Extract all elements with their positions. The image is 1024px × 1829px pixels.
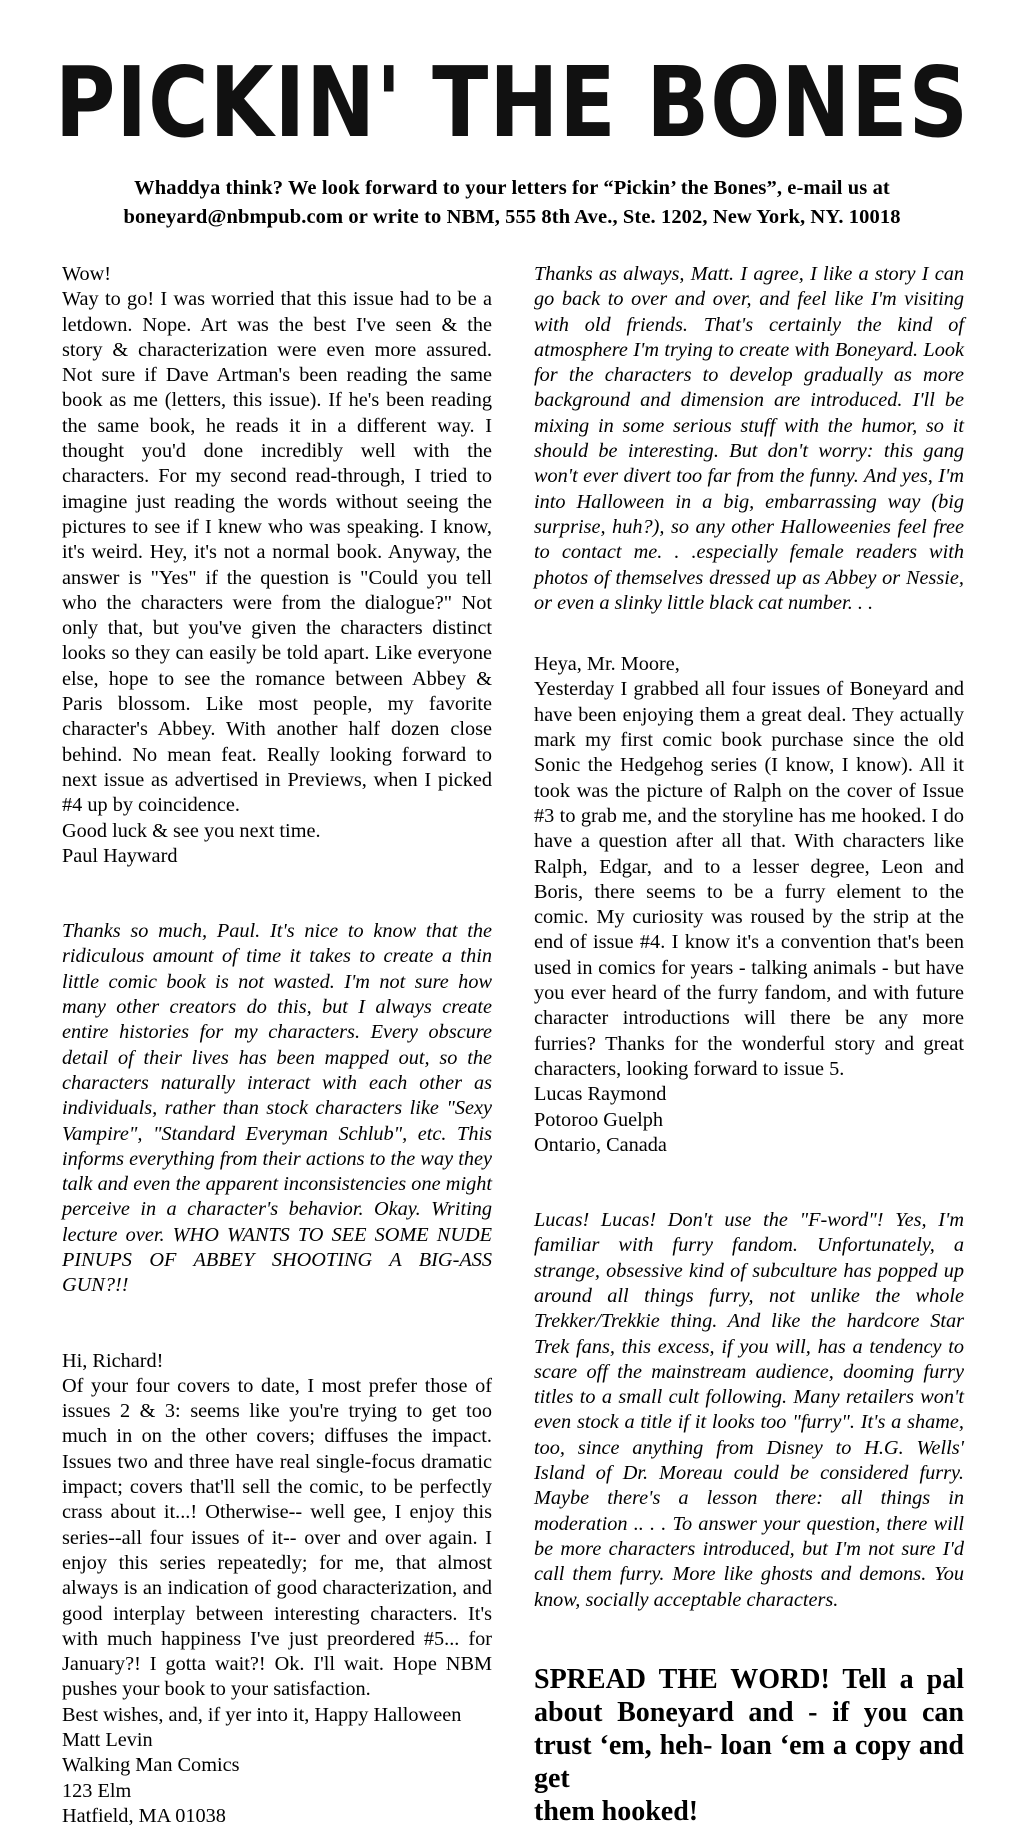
letter-body: Yesterday I grabbed all four issues of Boneyard and have been enjoying them a great deal. They actually mark my first comic book purchase since the old Sonic the Hedgehog series (I know, I know). All it took was the picture of Ralph on the cover of Issue #3 to grab me, and the storyline has me hooked. I do have a question after all that. With characters like Ralph, Edgar, and to a lesser degree, Leon and Boris, there seems to be a furry element to the comic. My curiosity was roused by the strip at the end of issue #4. I know it's a convention that's been used in comics for years - talking animals - but have you ever heard of the furry fandom, and with future character introductions will there be any more furries? Thanks for the wonderful story and great characters, looking forward to issue 5.	[534, 678, 964, 1080]
letter-salutation: Wow!	[62, 263, 112, 285]
letter-salutation: Heya, Mr. Moore,	[534, 653, 680, 676]
letter-signature-company: Walking Man Comics	[62, 1754, 240, 1777]
letter-block-matt-levin	[62, 1349, 492, 1829]
spread-the-word-main: SPREAD THE WORD! Tell a pal about Boneyard and - if you can trust ‘em, heh- loan ‘em a copy and get	[534, 1663, 964, 1794]
spacer	[534, 1158, 964, 1208]
masthead-subtitle-line-2: boneyard@nbmpub.com or write to NBM, 555 8th Ave., Ste. 1202, New York, NY. 10018	[123, 205, 901, 228]
letter-signature-place: Potoroo Guelph	[534, 1108, 664, 1131]
editor-reply-block-3	[534, 1208, 964, 1613]
spread-the-word-text	[534, 1663, 964, 1828]
letter-block-paul-hayward	[62, 262, 492, 869]
letter-body: Way to go! I was worried that this issue had to be a letdown. Nope. Art was the best I've seen & the story & characterization were even more assured. Not sure if Dave Artman's been reading the same book as me (letters, this issue). If he's been reading the same book, he reads it in a different way. I thought you'd done incredibly well with the characters. For my second read-through, I tried to imagine just reading the words without seeing the pictures to see if I knew who was speaking. I know, it's weird. Hey, it's not a normal book. Anyway, the answer is "Yes" if the question is "Could you tell who the characters were from the dialogue?" Not only that, but you've given the characters distinct looks so they can easily be told apart. Like everyone else, hope to see the romance between Abbey & Paris blossom. Like most people, my favorite character's Abbey. With another half dozen close behind. No mean feat. Really looking forward to next issue as advertised in Previews, when I picked #4 up by coincidence.	[62, 288, 492, 817]
page-title: PICKIN' THE BONES	[54, 45, 969, 160]
editor-reply-text: Thanks as always, Matt. I agree, I like a story I can go back to over and over, and feel like I'm visiting with old friends. That's certainly the kind of atmosphere I'm trying to create with Boneyard. Look for the characters to develop gradually as more background and dimension are introduced. I'll be mixing in some serious stuff with the humor, so it should be interesting. But don't worry: this gang won't ever divert too far from the funny. And yes, I'm into Halloween in a big, embarrassing way (big surprise, huh?), so any other Halloweenies feel free to contact me. . .especially female readers with photos of themselves dressed up as Abbey or Nessie, or even a slinky little black cat number. . .	[534, 263, 964, 614]
letter-signature: Paul Hayward	[62, 844, 178, 867]
masthead	[0, 0, 1024, 232]
letter-signature-street: 123 Elm	[62, 1779, 132, 1802]
letters-columns	[0, 262, 1024, 1829]
editor-reply-block-1	[62, 919, 492, 1298]
letter-signature-name: Lucas Raymond	[534, 1083, 667, 1106]
editor-reply-block-2	[534, 262, 964, 616]
letter-closing: Best wishes, and, if yer into it, Happy Halloween	[62, 1703, 462, 1726]
editor-reply-text	[62, 919, 492, 1298]
editor-reply-text: Lucas! Lucas! Don't use the "F-word"! Yes, I'm familiar with furry fandom. Unfortunately, a strange, obsessive kind of subculture has popped up around all things furry, not unlike the whole Trekker/Trekkie thing. And like the hardcore Star Trek fans, this excess, if you will, has a tendency to scare off the mainstream audience, dooming furry titles to a small cult following. Many retailers won't even stock a title if it looks too "furry". It's a shame, too, since anything from Disney to H.G. Wells' Island of Dr. Moreau could be considered furry. Maybe there's a lesson there: all things in moderation .. . . To answer your question, there will be more characters introduced, but I'm not sure I'd call them furry. More like ghosts and demons. You know, socially acceptable characters.	[534, 1209, 964, 1611]
letter-closing: Good luck & see you next time.	[62, 819, 321, 842]
spacer	[62, 1299, 492, 1349]
letter-body: Of your four covers to date, I most prefer those of issues 2 & 3: seems like you're trying to get too much in on the other covers; diffuses the impact. Issues two and three have real single-focus dramatic impact; covers that'll sell the comic, to be perfectly crass about it...! Otherwise-- well gee, I enjoy this series--all four issues of it-- over and over again. I enjoy this series repeatedly; for me, that almost always is an indication of good characterization, and good interplay between interesting characters. It's with much happiness I've just preordered #5... for January?! I gotta wait?! Ok. I'll wait. Hope NBM pushes your book to your satisfaction.	[62, 1374, 492, 1701]
letter-signature-city: Hatfield, MA 01038	[62, 1804, 226, 1827]
spread-the-word-block	[534, 1663, 964, 1828]
right-column	[534, 262, 964, 1829]
letter-salutation: Hi, Richard!	[62, 1349, 164, 1372]
spacer	[534, 1613, 964, 1663]
left-column	[62, 262, 492, 1829]
letter-signature-region: Ontario, Canada	[534, 1133, 667, 1156]
masthead-subtitle-line-1: Whaddya think? We look forward to your letters for “Pickin’ the Bones”, e-mail us at	[134, 176, 890, 199]
spacer	[62, 869, 492, 919]
letter-signature-name: Matt Levin	[62, 1729, 153, 1752]
editor-reply-text-main: Thanks so much, Paul. It's nice to know that the ridiculous amount of time it takes to create a thin little comic book is not wasted. I'm not sure how many other creators do this, but I always create entire histories for my characters. Every obscure detail of their lives has been mapped out, so the characters naturally interact with each other as individuals, rather than stock characters like "Sexy Vampire", "Standard Everyman Schlub", etc. This informs everything from their actions to the way they talk and even the apparent inconsistencies one might perceive in a character's behavior. Okay. Writing lecture over.	[62, 920, 492, 1246]
masthead-subtitle	[97, 174, 927, 232]
spread-the-word-last-line: them hooked!	[534, 1795, 699, 1827]
editor-reply-text-caps: WHO WANTS TO SEE SOME NUDE PINUPS OF ABBEY SHOOTING A BIG-ASS GUN?!!	[62, 1223, 492, 1297]
letter-block-lucas-raymond	[534, 652, 964, 1158]
spacer	[534, 616, 964, 652]
